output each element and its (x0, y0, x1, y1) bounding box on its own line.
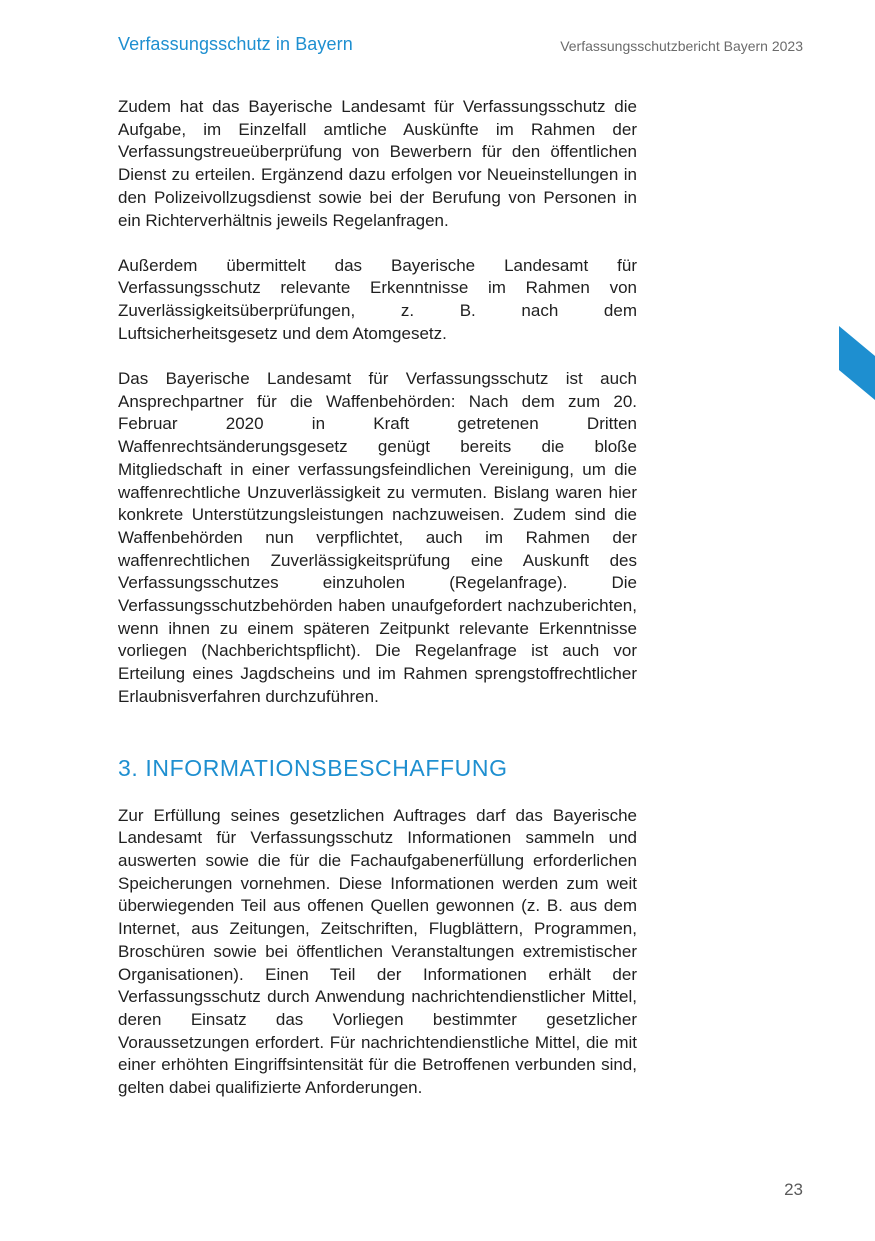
running-header-report-title: Verfassungsschutzbericht Bayern 2023 (560, 38, 803, 54)
paragraph-spacer (118, 232, 637, 255)
paragraph-informationsbeschaffung: Zur Erfüllung seines gesetzlichen Auftrages darf das Bayerische Landesamt für Verfassungsschutz Informationen sammeln und auswerten sowie die für die Fachaufgabenerfüllung erforderlichen Speicherungen vornehmen. Diese Informationen werden zum weit überwiegenden Teil aus offenen Quellen gewonnen (z. B. aus dem Internet, aus Zeitungen, Zeitschriften, Flugblättern, Programmen, Broschüren sowie bei öffentlichen Veranstaltungen extremistischer Organisationen). Einen Teil der Informationen erhält der Verfassungsschutz durch Anwendung nachrichtendienstlicher Mittel, deren Einsatz das Vorliegen bestimmter gesetzlicher Voraussetzungen erfordert. Für nachrichtendienstliche Mittel, die mit einer erhöhten Eingriffsintensität für die Betroffenen verbunden sind, gelten dabei qualifizierte Anforderungen. (118, 805, 637, 1098)
section-heading: 3. INFORMATIONSBESCHAFFUNG (118, 754, 508, 781)
paragraph-verfassungstreue: Zudem hat das Bayerische Landesamt für Verfassungsschutz die Aufgabe, im Einzelfall amtliche Auskünfte im Rahmen der Verfassungstreueüberprüfung von Bewerbern für den öffentlichen Dienst zu erteilen. Ergänzend dazu erfolgen vor Neueinstellungen in den Polizeivollzugsdienst sowie bei der Berufung von Personen in ein Richterverhältnis jeweils Regelanfragen. (118, 97, 637, 230)
paragraph-zuverlaessigkeit: Außerdem übermittelt das Bayerische Landesamt für Verfassungsschutz relevante Erkenntnisse im Rahmen von Zuverlässigkeitsüberprüfungen, z. B. nach dem Luftsicherheitsgesetz und dem Atomgesetz. (118, 255, 637, 343)
chapter-tab-marker (839, 326, 875, 400)
paragraph-spacer (118, 346, 637, 369)
page-body (118, 96, 637, 1100)
paragraph-waffenbehoerden: Das Bayerische Landesamt für Verfassungsschutz ist auch Ansprechpartner für die Waffenbehörden: Nach dem zum 20. Februar 2020 in Kraft getretenen Dritten Waffenrechtsänderungsgesetz genügt bereits die bloße Mitgliedschaft in einer verfassungsfeindlichen Vereinigung, um die waffenrechtliche Unzuverlässigkeit zu vermuten. Bislang waren hier konkrete Unterstützungsleistungen nachzuweisen. Zudem sind die Waffenbehörden nun verpflichtet, auch im Rahmen der waffenrechtlichen Zuverlässigkeitsprüfung eine Auskunft des Verfassungsschutzes einzuholen (Regelanfrage). Die Verfassungsschutzbehörden haben unaufgefordert nachzuberichten, wenn ihnen zu einem späteren Zeitpunkt relevante Erkenntnisse vorliegen (Nachberichtspflicht). Die Regelanfrage ist auch vor Erteilung eines Jagdscheins und im Rahmen sprengstoffrechtlicher Erlaubnisverfahren durchzuführen. (118, 369, 637, 706)
page-number: 23 (784, 1180, 803, 1199)
section-spacer (118, 709, 637, 755)
running-header-section: Verfassungsschutz in Bayern (118, 34, 353, 54)
section-spacer (118, 782, 637, 805)
